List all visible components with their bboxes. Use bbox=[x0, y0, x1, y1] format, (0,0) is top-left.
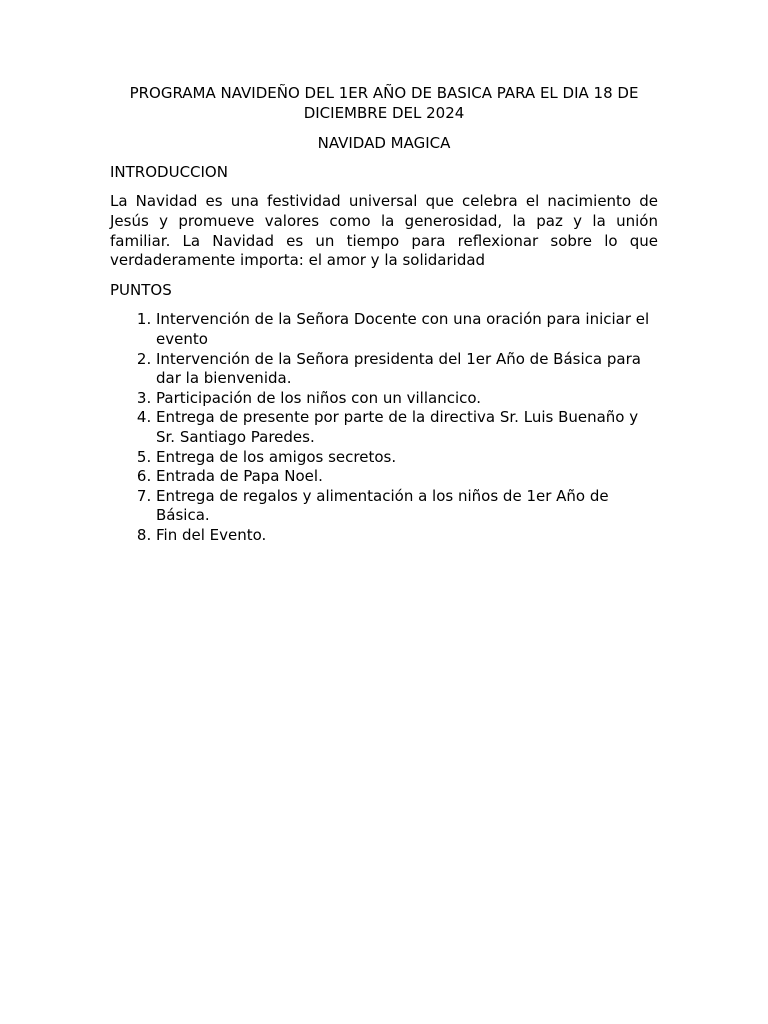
list-item: 1. Intervención de la Señora Docente con una oración para iniciar el evento bbox=[156, 310, 658, 349]
list-item: 2. Intervención de la Señora presidenta del 1er Año de Básica para dar la bienvenida. bbox=[156, 350, 658, 389]
list-item: 4. Entrega de presente por parte de la directiva Sr. Luis Buenaño y Sr. Santiago Paredes. bbox=[156, 408, 658, 447]
list-item: 6. Entrada de Papa Noel. bbox=[156, 467, 658, 487]
intro-paragraph: La Navidad es una festividad universal que celebra el nacimiento de Jesús y promueve valores como la generosidad, la paz y la unión familiar. La Navidad es un tiempo para reflexionar sobre lo que verdaderamente importa: el amor y la solidaridad bbox=[110, 192, 658, 270]
list-item: 7. Entrega de regalos y alimentación a los niños de 1er Año de Básica. bbox=[156, 487, 658, 526]
document-page bbox=[110, 84, 658, 545]
points-heading: PUNTOS bbox=[110, 280, 172, 299]
intro-heading: INTRODUCCION bbox=[110, 162, 228, 181]
points-list bbox=[110, 310, 658, 545]
document-subtitle: NAVIDAD MAGICA bbox=[317, 134, 451, 153]
document-title: PROGRAMA NAVIDEÑO DEL 1ER AÑO DE BASICA PARA EL DIA 18 DE DICIEMBRE DEL 2024 bbox=[129, 84, 639, 122]
list-item: 8. Fin del Evento. bbox=[156, 526, 658, 546]
list-item: 5. Entrega de los amigos secretos. bbox=[156, 448, 658, 468]
list-item: 3. Participación de los niños con un villancico. bbox=[156, 389, 658, 409]
